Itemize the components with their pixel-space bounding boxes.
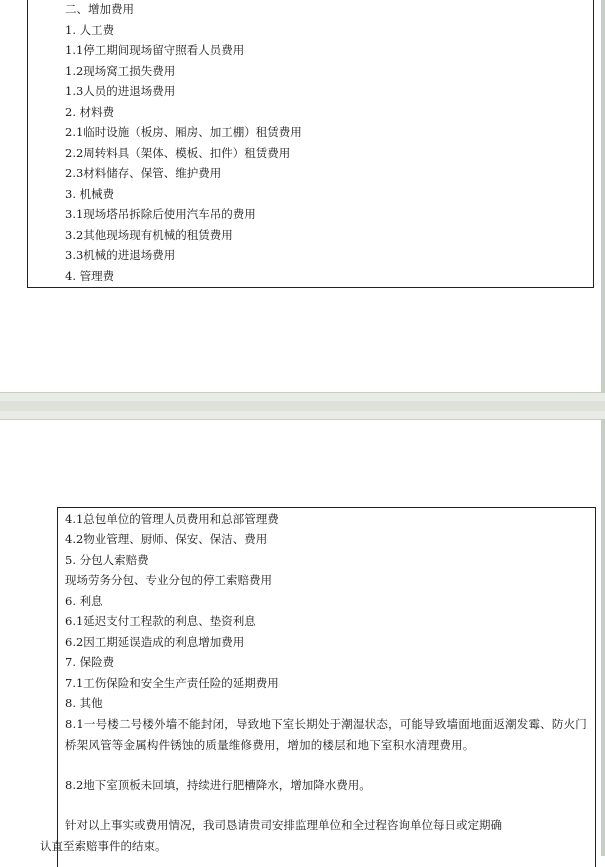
list-item: 4.2物业管理、厨师、保安、保洁、费用 [65, 532, 268, 546]
document-page-upper [0, 0, 605, 392]
list-item: 6.2因工期延误造成的利息增加费用 [65, 635, 245, 649]
list-item: 2.2周转料具（架体、模板、扣件）租赁费用 [65, 146, 291, 160]
document-page-lower [0, 420, 605, 856]
list-item: 1. 人工费 [65, 23, 115, 37]
page-separator [0, 392, 605, 420]
closing-paragraph: 针对以上事实或费用情况，我司恳请贵司安排监理单位和全过程咨询单位每日或定期确 [65, 818, 502, 832]
list-item: 7. 保险费 [65, 655, 115, 669]
paragraph-8-2: 8.2地下室顶板未回填，持续进行肥槽降水，增加降水费用。 [65, 778, 371, 792]
list-item: 8. 其他 [65, 696, 103, 710]
section-heading: 二、增加费用 [65, 2, 134, 16]
scroll-edge [601, 0, 605, 392]
scroll-edge [601, 420, 605, 856]
list-item: 3.3机械的进退场费用 [65, 248, 176, 262]
list-item: 4.1总包单位的管理人员费用和总部管理费 [65, 512, 279, 526]
list-item: 2.1临时设施（板房、厢房、加工棚）租赁费用 [65, 125, 302, 139]
list-item: 4. 管理费 [65, 269, 115, 283]
list-item: 3.1现场塔吊拆除后使用汽车吊的费用 [65, 207, 256, 221]
list-item: 1.2现场窝工损失费用 [65, 64, 176, 78]
list-item: 3.2其他现场现有机械的租赁费用 [65, 228, 233, 242]
closing-paragraph-continued: 认直至索赔事件的结束。 [40, 839, 167, 853]
list-item: 2. 材料费 [65, 105, 115, 119]
list-item: 6.1延迟支付工程款的利息、垫资利息 [65, 614, 256, 628]
paragraph-8-1: 8.1一号楼二号楼外墙不能封闭，导致地下室长期处于潮湿状态，可能导致墙面地面返潮发霉、防火门桥架风管等金属构件锈蚀的质量维修费用，增加的楼层和地下室积水清理费用。 [65, 717, 587, 752]
list-item: 7.1工伤保险和安全生产责任险的延期费用 [65, 676, 279, 690]
list-item: 现场劳务分包、专业分包的停工索赔费用 [65, 573, 272, 587]
list-item: 2.3材料储存、保管、维护费用 [65, 166, 222, 180]
list-item: 6. 利息 [65, 594, 103, 608]
separator-band [0, 401, 605, 411]
list-item: 1.3人员的进退场费用 [65, 84, 176, 98]
list-item: 1.1停工期间现场留守照看人员费用 [65, 43, 245, 57]
list-item: 3. 机械费 [65, 187, 115, 201]
list-item: 5. 分包人索赔费 [65, 553, 149, 567]
